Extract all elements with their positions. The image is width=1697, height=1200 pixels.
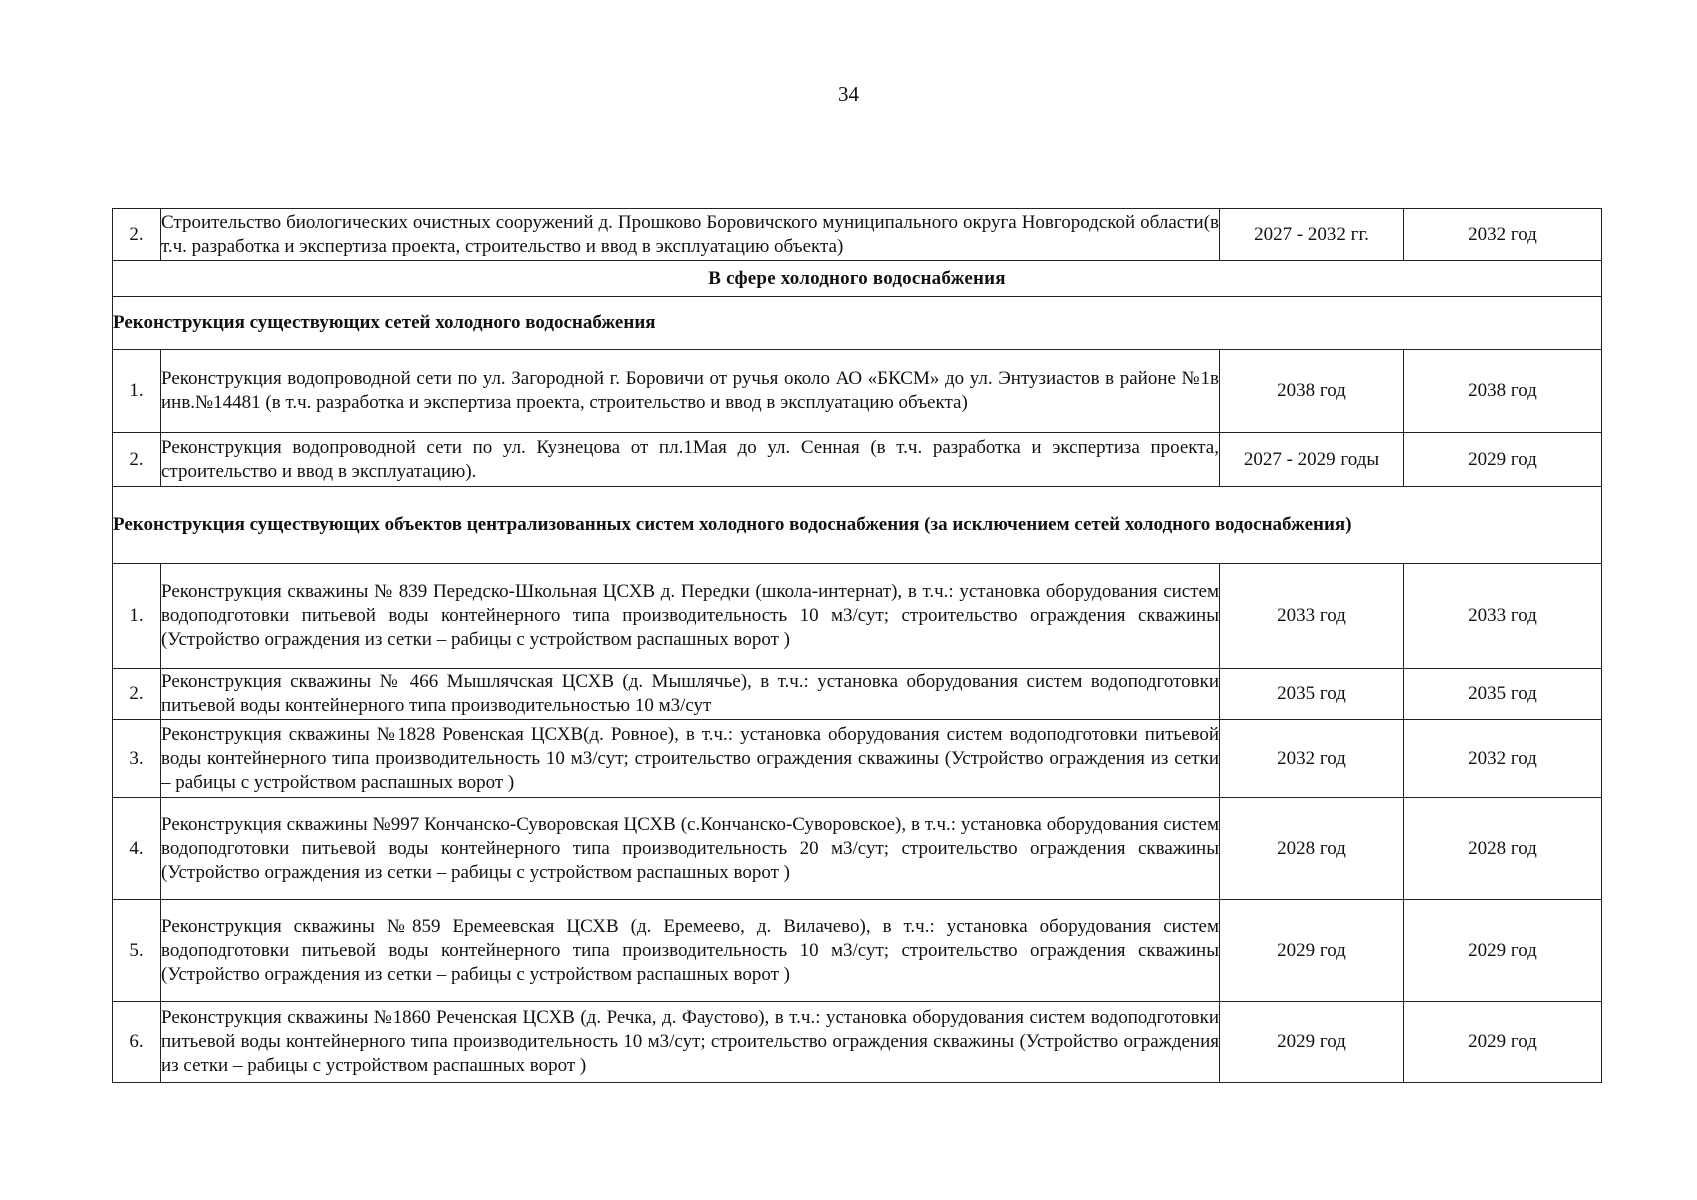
implementation-period: 2029 год	[1220, 1002, 1404, 1083]
section-title: Реконструкция существующих объектов централизованных систем холодного водоснабжения (за исключением сетей холодного водоснабжения)	[113, 487, 1602, 564]
completion-year: 2029 год	[1404, 433, 1602, 487]
completion-year: 2035 год	[1404, 669, 1602, 720]
sphere-title: В сфере холодного водоснабжения	[113, 261, 1602, 297]
measure-description: Реконструкция водопроводной сети по ул. Загородной г. Боровичи от ручья около АО «БКСМ» до ул. Энтузиастов в районе №1в инв.№14481 (в т.ч. разработка и экспертиза проекта, строительство и ввод в эксплуатацию объекта)	[161, 350, 1220, 433]
implementation-period: 2032 год	[1220, 720, 1404, 798]
measure-description: Реконструкция скважины №1860 Реченская ЦСХВ (д. Речка, д. Фаустово), в т.ч.: установка оборудования систем водоподготовки питьевой воды контейнерного типа производительность 10 м3/сут; строительство ограждения скважины (Устройство ограждения из сетки – рабицы с устройством распашных ворот )	[161, 1002, 1220, 1083]
table-row	[113, 669, 1602, 720]
row-number: 5.	[113, 900, 161, 1002]
sphere-header-row	[113, 261, 1602, 297]
section-title: Реконструкция существующих сетей холодного водоснабжения	[113, 297, 1602, 350]
implementation-period: 2035 год	[1220, 669, 1404, 720]
table-row	[113, 798, 1602, 900]
measure-description: Реконструкция скважины №859 Еремеевская ЦСХВ (д. Еремеево, д. Вилачево), в т.ч.: установка оборудования систем водоподготовки питьевой воды контейнерного типа производительность 10 м3/сут; строительство ограждения скважины (Устройство ограждения из сетки – рабицы с устройством распашных ворот )	[161, 900, 1220, 1002]
row-number: 1.	[113, 564, 161, 669]
implementation-period: 2029 год	[1220, 900, 1404, 1002]
table-row	[113, 350, 1602, 433]
section-header-row	[113, 487, 1602, 564]
completion-year: 2029 год	[1404, 1002, 1602, 1083]
implementation-period: 2027 - 2029 годы	[1220, 433, 1404, 487]
completion-year: 2032 год	[1404, 209, 1602, 261]
table-row	[113, 433, 1602, 487]
completion-year: 2028 год	[1404, 798, 1602, 900]
measure-description: Реконструкция скважины №997 Кончанско-Суворовская ЦСХВ (с.Кончанско-Суворовское), в т.ч.: установка оборудования систем водоподготовки питьевой воды контейнерного типа производительность 20 м3/сут; строительство ограждения скважины (Устройство ограждения из сетки – рабицы с устройством распашных ворот )	[161, 798, 1220, 900]
measure-description: Реконструкция скважины №1828 Ровенская ЦСХВ(д. Ровное), в т.ч.: установка оборудования систем водоподготовки питьевой воды контейнерного типа производительность 10 м3/сут; строительство ограждения скважины (Устройство ограждения из сетки – рабицы с устройством распашных ворот )	[161, 720, 1220, 798]
table-row	[113, 720, 1602, 798]
measures-table	[112, 208, 1602, 1083]
implementation-period: 2033 год	[1220, 564, 1404, 669]
row-number: 2.	[113, 669, 161, 720]
row-number: 2.	[113, 433, 161, 487]
table-row	[113, 564, 1602, 669]
section-header-row	[113, 297, 1602, 350]
completion-year: 2029 год	[1404, 900, 1602, 1002]
implementation-period: 2038 год	[1220, 350, 1404, 433]
row-number: 6.	[113, 1002, 161, 1083]
row-number: 3.	[113, 720, 161, 798]
completion-year: 2033 год	[1404, 564, 1602, 669]
measure-description: Реконструкция скважины № 466 Мышлячская ЦСХВ (д. Мышлячье), в т.ч.: установка оборудования систем водоподготовки питьевой воды контейнерного типа производительностью 10 м3/сут	[161, 669, 1220, 720]
implementation-period: 2027 - 2032 гг.	[1220, 209, 1404, 261]
measure-description: Реконструкция водопроводной сети по ул. Кузнецова от пл.1Мая до ул. Сенная (в т.ч. разработка и экспертиза проекта, строительство и ввод в эксплуатацию).	[161, 433, 1220, 487]
row-number: 1.	[113, 350, 161, 433]
page-number: 34	[838, 82, 859, 106]
row-number: 4.	[113, 798, 161, 900]
table-row	[113, 1002, 1602, 1083]
completion-year: 2038 год	[1404, 350, 1602, 433]
measure-description: Строительство биологических очистных сооружений д. Прошково Боровичского муниципального округа Новгородской области(в т.ч. разработка и экспертиза проекта, строительство и ввод в эксплуатацию объекта)	[161, 209, 1220, 261]
implementation-period: 2028 год	[1220, 798, 1404, 900]
measure-description: Реконструкция скважины № 839 Передско-Школьная ЦСХВ д. Передки (школа-интернат), в т.ч.: установка оборудования систем водоподготовки питьевой воды контейнерного типа производительность 10 м3/сут; строительство ограждения скважины (Устройство ограждения из сетки – рабицы с устройством распашных ворот )	[161, 564, 1220, 669]
table-row	[113, 900, 1602, 1002]
completion-year: 2032 год	[1404, 720, 1602, 798]
row-number: 2.	[113, 209, 161, 261]
table-row	[113, 209, 1602, 261]
